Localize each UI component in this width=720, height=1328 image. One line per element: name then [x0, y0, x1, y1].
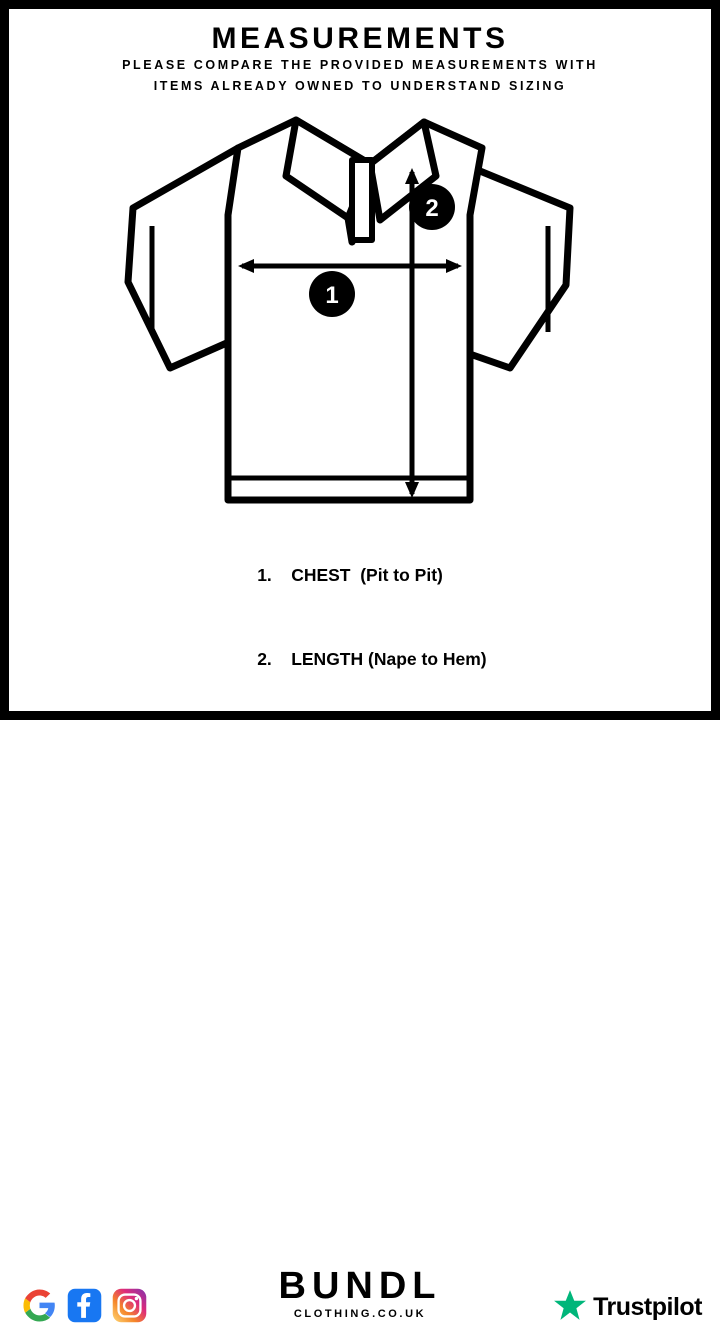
legend-detail-1: (Pit to Pit) [360, 565, 443, 585]
legend-detail-2: (Nape to Hem) [368, 649, 487, 669]
page-subtitle [50, 55, 670, 97]
placket [352, 160, 372, 240]
brand-website: CLOTHING.CO.UK [293, 1308, 427, 1320]
brand-name: BUNDL [278, 1265, 442, 1307]
subtitle-line-2: ITEMS ALREADY OWNED TO UNDERSTAND SIZING [153, 79, 567, 93]
left-sleeve [128, 148, 238, 368]
legend-number-1: 1. [257, 565, 272, 585]
marker-badge-1 [309, 271, 355, 317]
subtitle-line-1: PLEASE COMPARE THE PROVIDED MEASUREMENTS WITH [122, 58, 598, 72]
legend-number-2: 2. [257, 649, 272, 669]
svg-text:2: 2 [425, 195, 439, 222]
footer [0, 630, 720, 1321]
trustpilot-badge[interactable] [553, 1288, 702, 1327]
page-title: MEASUREMENTS [211, 22, 509, 55]
trustpilot-star-icon [553, 1288, 587, 1327]
legend-name-1: CHEST [291, 565, 351, 585]
legend-name-2: LENGTH [291, 649, 364, 669]
svg-text:1: 1 [325, 282, 339, 309]
legend-item-chest [228, 533, 720, 617]
marker-badge-2 [409, 184, 455, 230]
polo-shirt-diagram [0, 100, 720, 520]
trustpilot-label: Trustpilot [593, 1293, 702, 1321]
